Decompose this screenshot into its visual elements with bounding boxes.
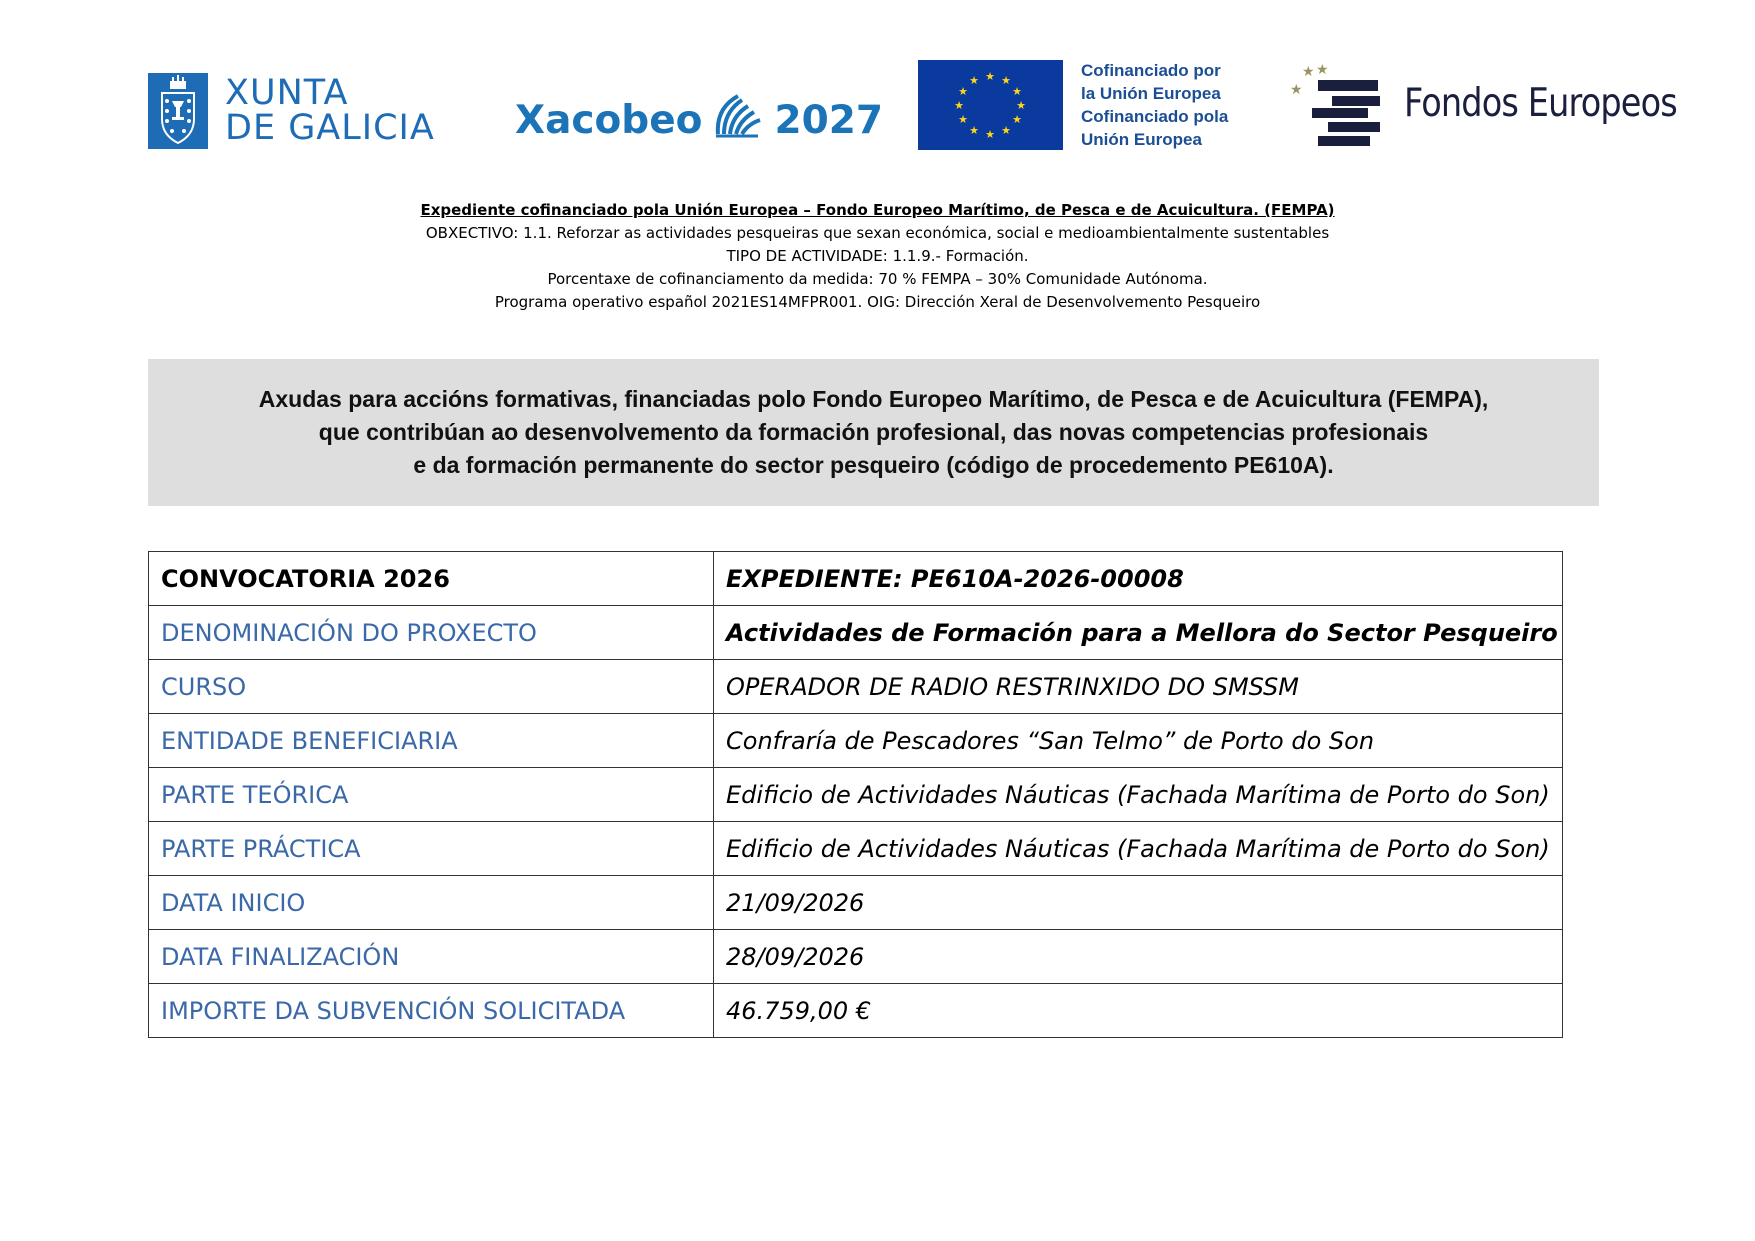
row-label: DENOMINACIÓN DO PROXECTO (149, 606, 714, 660)
table-row (149, 984, 1563, 1038)
svg-text:★: ★ (1012, 113, 1022, 126)
table-row (149, 660, 1563, 714)
cofinancing-percentage-line: Porcentaxe de cofinanciamento da medida: 70 % FEMPA – 30% Comunidade Autónoma. (547, 270, 1208, 288)
table-row (149, 714, 1563, 768)
svg-text:★: ★ (969, 74, 979, 87)
table-header-row (149, 552, 1563, 606)
row-value: Confraría de Pescadores “San Telmo” de Porto do Son (714, 714, 1563, 768)
banner-line-1: Axudas para accións formativas, financiadas polo Fondo Europeo Marítimo, de Pesca e de Acuicultura (FEMPA), (258, 386, 1489, 412)
row-value: 28/09/2026 (714, 930, 1563, 984)
svg-text:★: ★ (954, 99, 964, 112)
xacobeo-year: 2027 (774, 97, 884, 143)
row-value: OPERADOR DE RADIO RESTRINXIDO DO SMSSM (714, 660, 1563, 714)
table-row (149, 606, 1563, 660)
row-label: CURSO (149, 660, 714, 714)
svg-text:★: ★ (1001, 124, 1011, 137)
convocatoria-cell: CONVOCATORIA 2026 (149, 552, 714, 606)
row-value: 46.759,00 € (714, 984, 1563, 1038)
svg-text:★: ★ (969, 124, 979, 137)
eu-caption-line-2: la Unión Europea (1081, 84, 1221, 103)
svg-text:★: ★ (1012, 85, 1022, 98)
row-value: 21/09/2026 (714, 876, 1563, 930)
table-row (149, 822, 1563, 876)
row-value: Edificio de Actividades Náuticas (Fachada Marítima de Porto do Son) (714, 768, 1563, 822)
activity-type-line: TIPO DE ACTIVIDADE: 1.1.9.- Formación. (726, 247, 1029, 265)
eu-flag-icon (918, 60, 1063, 150)
eu-cofinanced-logo (918, 59, 1228, 151)
fondos-europeos-mark-icon (1288, 58, 1398, 148)
scallop-shell-icon (712, 90, 764, 150)
project-info-table (148, 551, 1563, 1038)
row-label: PARTE TEÓRICA (149, 768, 714, 822)
row-label: IMPORTE DA SUBVENCIÓN SOLICITADA (149, 984, 714, 1038)
xunta-line-1: XUNTA (225, 73, 349, 113)
svg-text:★: ★ (958, 85, 968, 98)
xacobeo-word: Xacobeo (515, 97, 703, 143)
table-row (149, 876, 1563, 930)
svg-text:★: ★ (958, 113, 968, 126)
eu-caption-line-4: Unión Europea (1081, 130, 1202, 149)
row-label: ENTIDADE BENEFICIARIA (149, 714, 714, 768)
row-value: Actividades de Formación para a Mellora do Sector Pesqueiro (714, 606, 1563, 660)
svg-text:★: ★ (985, 70, 995, 83)
banner-line-3: e da formación permanente do sector pesqueiro (código de procedemento PE610A). (413, 452, 1334, 478)
svg-text:★: ★ (1001, 74, 1011, 87)
xunta-wordmark (225, 73, 435, 148)
xacobeo-logo (515, 95, 883, 145)
eu-caption-line-3: Cofinanciado pola (1081, 107, 1229, 126)
banner-text (259, 383, 1489, 482)
table-row (149, 930, 1563, 984)
svg-text:★: ★ (1290, 82, 1303, 98)
cofinancing-notice (0, 199, 1755, 314)
row-label: PARTE PRÁCTICA (149, 822, 714, 876)
xunta-line-2: DE GALICIA (225, 108, 435, 148)
logo-bar (0, 55, 1755, 155)
galicia-coat-of-arms-icon (148, 73, 208, 149)
eu-caption (1081, 59, 1228, 151)
banner-line-2: que contribúan ao desenvolvemento da formación profesional, das novas competencias profesionais (318, 419, 1429, 445)
row-label: DATA INICIO (149, 876, 714, 930)
svg-text:★: ★ (1302, 64, 1315, 80)
eu-caption-line-1: Cofinanciado por (1081, 61, 1221, 80)
fondos-europeos-logo (1288, 58, 1721, 148)
svg-text:★: ★ (1316, 62, 1329, 78)
svg-text:★: ★ (1016, 99, 1026, 112)
row-label: DATA FINALIZACIÓN (149, 930, 714, 984)
objective-line: OBXECTIVO: 1.1. Reforzar as actividades pesqueiras que sexan económica, social e medioambientalmente sustentables (425, 224, 1330, 242)
cofinancing-title: Expediente cofinanciado pola Unión Europea – Fondo Europeo Marítimo, de Pesca e de Acuicultura. (FEMPA) (420, 201, 1335, 219)
fondos-europeos-wordmark: Fondos Europeos (1404, 80, 1677, 126)
row-value: Edificio de Actividades Náuticas (Fachada Marítima de Porto do Son) (714, 822, 1563, 876)
aid-description-banner (148, 359, 1599, 506)
operational-program-line: Programa operativo español 2021ES14MFPR001. OIG: Dirección Xeral de Desenvolvemento Pesqueiro (494, 293, 1261, 311)
table-row (149, 768, 1563, 822)
svg-text:★: ★ (985, 128, 995, 141)
xunta-de-galicia-logo (148, 73, 435, 149)
expediente-cell: EXPEDIENTE: PE610A-2026-00008 (714, 552, 1563, 606)
